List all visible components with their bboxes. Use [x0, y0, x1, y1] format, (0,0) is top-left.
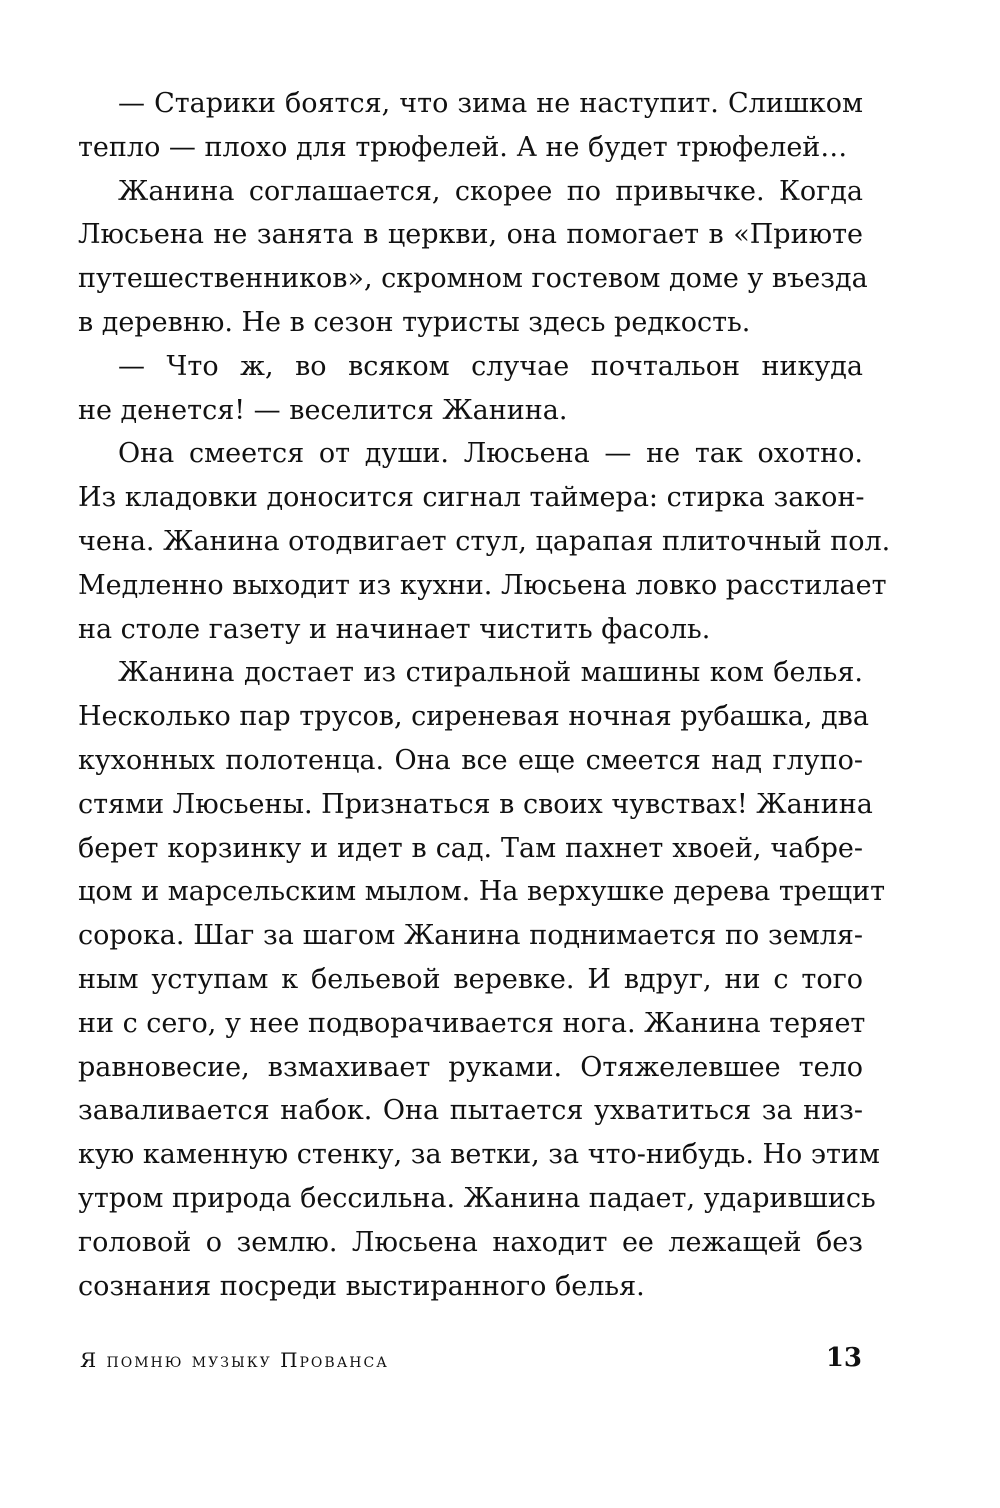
- text-line: Медленно выходит из кухни. Люсьена ловко расстилает: [78, 569, 887, 601]
- text-line: чена. Жанина отодвигает стул, царапая плиточный пол.: [78, 525, 891, 557]
- text-line: заваливается набок. Она пытается ухватиться за низ-: [78, 1095, 863, 1127]
- text-line: Из кладовки доносится сигнал таймера: стирка закон-: [78, 482, 865, 514]
- text-line: головой о землю. Люсьена находит ее лежащей без: [78, 1226, 863, 1258]
- text-line: равновесие, взмахивает руками. Отяжелевшее тело: [78, 1051, 863, 1083]
- text-line: кухонных полотенца. Она все еще смеется над глупо-: [78, 744, 863, 776]
- text-line: на столе газету и начинает чистить фасоль.: [78, 613, 711, 645]
- text-line: Люсьена не занята в церкви, она помогает в «Приюте: [78, 219, 863, 251]
- text-line: не денется! — веселится Жанина.: [78, 394, 568, 426]
- page-number: 13: [825, 1343, 862, 1373]
- text-line: Жанина соглашается, скорее по привычке. Когда: [118, 175, 863, 207]
- text-line: ни с сего, у нее подворачивается нога. Жанина теряет: [78, 1007, 866, 1039]
- text-line: сорока. Шаг за шагом Жанина поднимается по земля-: [78, 920, 863, 952]
- text-line: Несколько пар трусов, сиреневая ночная рубашка, два: [78, 701, 869, 733]
- text-line: утром природа бессильна. Жанина падает, ударившись: [78, 1182, 876, 1214]
- text-line: кую каменную стенку, за ветки, за что-нибудь. Но этим: [78, 1139, 880, 1171]
- text-line: — Что ж, во всяком случае почтальон никуда: [118, 350, 863, 382]
- text-line: Жанина достает из стиральной машины ком белья.: [118, 657, 863, 689]
- body-text: [78, 82, 891, 1308]
- running-footer-title: Я помню музыку Прованса: [80, 1348, 389, 1372]
- text-line: — Старики боятся, что зима не наступит. Слишком: [118, 88, 863, 119]
- text-line: стями Люсьены. Признаться в своих чувствах! Жанина: [78, 788, 873, 820]
- text-line: путешественников», скромном гостевом доме у въезда: [78, 263, 868, 295]
- text-line: ным уступам к бельевой веревке. И вдруг, ни с того: [78, 963, 863, 995]
- text-line: в деревню. Не в сезон туристы здесь редкость.: [78, 306, 751, 338]
- text-line: берет корзинку и идет в сад. Там пахнет хвоей, чабре-: [78, 832, 863, 864]
- text-line: сознания посреди выстиранного белья.: [78, 1270, 645, 1302]
- text-line: цом и марсельским мылом. На верхушке дерева трещит: [78, 876, 886, 908]
- text-line: тепло — плохо для трюфелей. А не будет трюфелей…: [78, 131, 848, 163]
- text-line: Она смеется от души. Люсьена — не так охотно.: [118, 438, 863, 470]
